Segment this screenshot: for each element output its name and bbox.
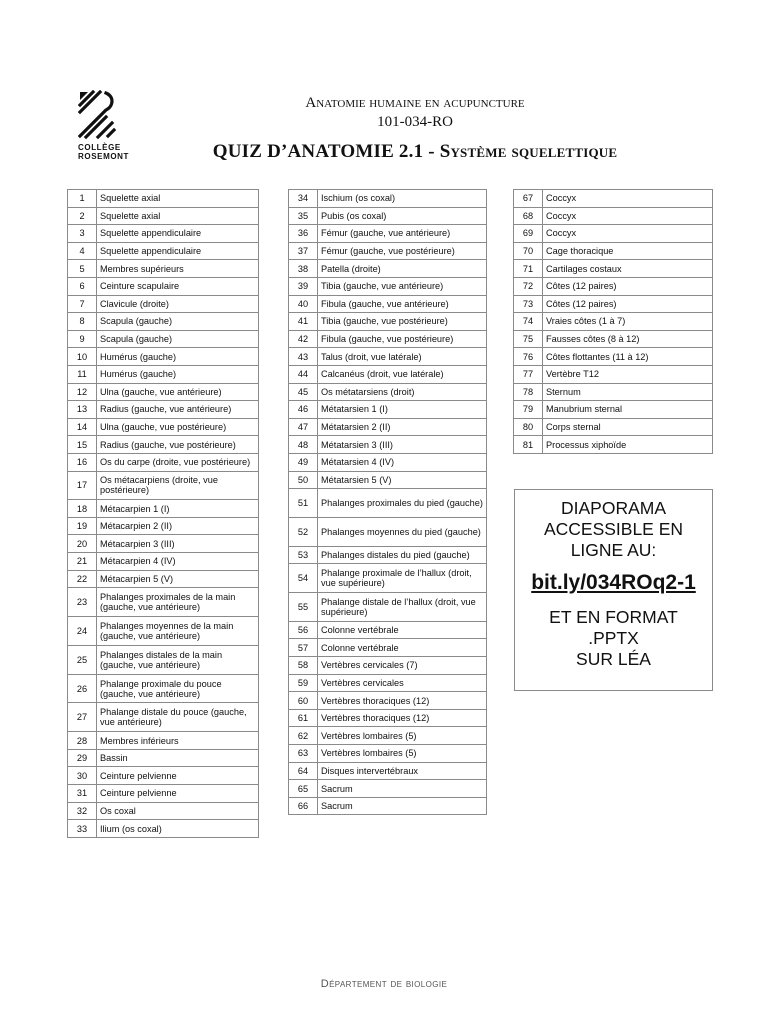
table-row (289, 546, 487, 564)
item-label: Vertèbres cervicales (318, 674, 487, 692)
item-label: Métatarsien 4 (IV) (318, 453, 487, 471)
item-number: 11 (68, 365, 97, 383)
document-header (130, 94, 700, 163)
item-label: Calcanéus (droit, vue latérale) (318, 365, 487, 383)
item-label: Coccyx (543, 225, 713, 243)
quiz-title: QUIZ D’ANATOMIE 2.1 - Système squelettique (212, 141, 618, 162)
table-row (68, 242, 259, 260)
table-row (289, 401, 487, 419)
item-number: 64 (289, 762, 318, 780)
table-row (289, 225, 487, 243)
table-row (289, 418, 487, 436)
item-label: Phalanges distales du pied (gauche) (318, 546, 487, 564)
item-label: Humérus (gauche) (97, 365, 259, 383)
table-row (68, 767, 259, 785)
table-row (68, 313, 259, 331)
item-number: 15 (68, 436, 97, 454)
item-number: 13 (68, 401, 97, 419)
item-label: Pubis (os coxal) (318, 207, 487, 225)
item-number: 41 (289, 313, 318, 331)
item-label: Phalanges distales de la main (gauche, vue antérieure) (97, 645, 259, 674)
item-number: 20 (68, 535, 97, 553)
table-row (289, 745, 487, 763)
item-number: 32 (68, 802, 97, 820)
item-label: Fibula (gauche, vue postérieure) (318, 330, 487, 348)
table-row (68, 207, 259, 225)
info-line-2: ACCESSIBLE EN (543, 519, 684, 539)
item-number: 17 (68, 471, 97, 500)
table-row (514, 401, 713, 419)
table-row (68, 588, 259, 617)
item-label: Radius (gauche, vue antérieure) (97, 401, 259, 419)
course-title: Anatomie humaine en acupuncture (305, 95, 525, 111)
table-row (289, 295, 487, 313)
item-label: Disques intervertébraux (318, 762, 487, 780)
item-number: 73 (514, 295, 543, 313)
item-label: Métacarpien 4 (IV) (97, 553, 259, 571)
item-number: 12 (68, 383, 97, 401)
item-number: 35 (289, 207, 318, 225)
item-label: Ulna (gauche, vue postérieure) (97, 418, 259, 436)
item-label: Côtes (12 paires) (543, 277, 713, 295)
item-number: 71 (514, 260, 543, 278)
table-row (289, 330, 487, 348)
item-label: Colonne vertébrale (318, 639, 487, 657)
table-row (514, 277, 713, 295)
table-row (289, 727, 487, 745)
info-line-3: LIGNE AU: (570, 540, 657, 560)
item-number: 4 (68, 242, 97, 260)
item-label: Phalange distale de l’hallux (droit, vue supérieure) (318, 593, 487, 622)
table-row (68, 535, 259, 553)
info-line-1: DIAPORAMA (560, 498, 667, 518)
item-number: 42 (289, 330, 318, 348)
table-row (514, 436, 713, 454)
table-row (68, 190, 259, 208)
item-label: Scapula (gauche) (97, 313, 259, 331)
item-number: 28 (68, 732, 97, 750)
item-number: 54 (289, 564, 318, 593)
item-number: 27 (68, 703, 97, 732)
item-label: Fausses côtes (8 à 12) (543, 330, 713, 348)
item-label: Phalange distale du pouce (gauche, vue antérieure) (97, 703, 259, 732)
item-label: Vertèbre T12 (543, 365, 713, 383)
item-number: 2 (68, 207, 97, 225)
item-number: 37 (289, 242, 318, 260)
table-row (289, 489, 487, 518)
item-number: 79 (514, 401, 543, 419)
table-row (289, 313, 487, 331)
item-label: Métatarsien 3 (III) (318, 436, 487, 454)
item-label: Métacarpien 1 (I) (97, 500, 259, 518)
table-row (68, 732, 259, 750)
table-row (514, 313, 713, 331)
table-row (289, 453, 487, 471)
table-row (68, 645, 259, 674)
table-row (289, 348, 487, 366)
college-logo (78, 90, 134, 161)
item-number: 10 (68, 348, 97, 366)
table-row (289, 657, 487, 675)
item-label: Ischium (os coxal) (318, 190, 487, 208)
item-number: 62 (289, 727, 318, 745)
item-label: Phalanges moyennes de la main (gauche, vue antérieure) (97, 617, 259, 646)
item-label: Ilium (os coxal) (97, 820, 259, 838)
item-label: Côtes (12 paires) (543, 295, 713, 313)
item-label: Phalanges moyennes du pied (gauche) (318, 517, 487, 546)
item-number: 57 (289, 639, 318, 657)
table-row (289, 709, 487, 727)
item-label: Vertèbres lombaires (5) (318, 727, 487, 745)
table-row (514, 330, 713, 348)
item-number: 49 (289, 453, 318, 471)
item-label: Os du carpe (droite, vue postérieure) (97, 453, 259, 471)
item-number: 66 (289, 797, 318, 815)
table-row (289, 593, 487, 622)
quiz-table-column-3 (513, 189, 713, 454)
item-number: 80 (514, 418, 543, 436)
table-row (68, 401, 259, 419)
item-number: 59 (289, 674, 318, 692)
table-row (289, 564, 487, 593)
table-row (68, 703, 259, 732)
table-row (289, 383, 487, 401)
table-row (289, 639, 487, 657)
item-number: 33 (68, 820, 97, 838)
item-number: 68 (514, 207, 543, 225)
info-line-6: SUR LÉA (576, 649, 651, 669)
table-row (289, 674, 487, 692)
item-number: 56 (289, 621, 318, 639)
item-label: Tibia (gauche, vue postérieure) (318, 313, 487, 331)
item-label: Membres supérieurs (97, 260, 259, 278)
item-number: 60 (289, 692, 318, 710)
item-label: Patella (droite) (318, 260, 487, 278)
table-row (289, 207, 487, 225)
table-row (68, 295, 259, 313)
item-number: 74 (514, 313, 543, 331)
item-number: 19 (68, 517, 97, 535)
table-row (514, 295, 713, 313)
item-label: Clavicule (droite) (97, 295, 259, 313)
table-row (289, 692, 487, 710)
item-label: Bassin (97, 749, 259, 767)
item-label: Ceinture pelvienne (97, 767, 259, 785)
table-row (514, 225, 713, 243)
item-label: Colonne vertébrale (318, 621, 487, 639)
item-number: 1 (68, 190, 97, 208)
item-number: 61 (289, 709, 318, 727)
item-label: Côtes flottantes (11 à 12) (543, 348, 713, 366)
table-row (68, 517, 259, 535)
item-label: Vertèbres thoraciques (12) (318, 692, 487, 710)
item-number: 47 (289, 418, 318, 436)
table-row (514, 348, 713, 366)
item-number: 22 (68, 570, 97, 588)
table-row (68, 365, 259, 383)
item-label: Squelette axial (97, 190, 259, 208)
item-number: 29 (68, 749, 97, 767)
item-number: 50 (289, 471, 318, 489)
quiz-table-column-1 (67, 189, 259, 838)
table-row (289, 762, 487, 780)
table-row (514, 260, 713, 278)
item-number: 48 (289, 436, 318, 454)
item-label: Fémur (gauche, vue antérieure) (318, 225, 487, 243)
item-number: 77 (514, 365, 543, 383)
item-label: Corps sternal (543, 418, 713, 436)
item-label: Manubrium sternal (543, 401, 713, 419)
table-row (68, 553, 259, 571)
table-row (68, 260, 259, 278)
item-label: Radius (gauche, vue postérieure) (97, 436, 259, 454)
item-number: 58 (289, 657, 318, 675)
college-r-logo-icon (78, 90, 116, 140)
table-row (68, 785, 259, 803)
table-row (68, 820, 259, 838)
item-number: 36 (289, 225, 318, 243)
item-label: Vertèbres thoraciques (12) (318, 709, 487, 727)
table-row (289, 277, 487, 295)
table-row (68, 500, 259, 518)
item-label: Métatarsien 1 (I) (318, 401, 487, 419)
item-number: 9 (68, 330, 97, 348)
item-label: Métatarsien 5 (V) (318, 471, 487, 489)
item-number: 52 (289, 517, 318, 546)
item-label: Vertèbres cervicales (7) (318, 657, 487, 675)
table-row (68, 471, 259, 500)
table-row (68, 277, 259, 295)
table-row (68, 617, 259, 646)
slideshow-info-box (514, 489, 713, 691)
course-code: 101-034-RO (377, 114, 453, 130)
item-number: 78 (514, 383, 543, 401)
item-number: 69 (514, 225, 543, 243)
table-row (289, 436, 487, 454)
item-label: Métacarpien 3 (III) (97, 535, 259, 553)
logo-line-2: ROSEMONT (78, 152, 130, 161)
table-row (289, 242, 487, 260)
item-label: Vertèbres lombaires (5) (318, 745, 487, 763)
item-label: Sternum (543, 383, 713, 401)
slideshow-link[interactable]: bit.ly/034ROq2-1 (531, 571, 696, 594)
table-row (289, 517, 487, 546)
item-number: 39 (289, 277, 318, 295)
table-row (289, 780, 487, 798)
item-number: 38 (289, 260, 318, 278)
item-label: Cartilages costaux (543, 260, 713, 278)
item-number: 53 (289, 546, 318, 564)
table-row (68, 330, 259, 348)
table-row (289, 365, 487, 383)
item-number: 30 (68, 767, 97, 785)
item-number: 25 (68, 645, 97, 674)
table-row (68, 570, 259, 588)
table-row (68, 453, 259, 471)
item-label: Phalange proximale du pouce (gauche, vue antérieure) (97, 674, 259, 703)
item-number: 51 (289, 489, 318, 518)
item-label: Cage thoracique (543, 242, 713, 260)
item-label: Coccyx (543, 207, 713, 225)
item-label: Métacarpien 5 (V) (97, 570, 259, 588)
item-number: 55 (289, 593, 318, 622)
table-row (289, 190, 487, 208)
item-label: Scapula (gauche) (97, 330, 259, 348)
item-label: Ceinture pelvienne (97, 785, 259, 803)
item-number: 44 (289, 365, 318, 383)
table-row (289, 797, 487, 815)
item-number: 3 (68, 225, 97, 243)
item-label: Métacarpien 2 (II) (97, 517, 259, 535)
item-label: Talus (droit, vue latérale) (318, 348, 487, 366)
table-row (514, 242, 713, 260)
item-number: 5 (68, 260, 97, 278)
item-label: Ceinture scapulaire (97, 277, 259, 295)
table-row (514, 383, 713, 401)
item-number: 21 (68, 553, 97, 571)
item-label: Vraies côtes (1 à 7) (543, 313, 713, 331)
table-row (68, 383, 259, 401)
item-label: Fémur (gauche, vue postérieure) (318, 242, 487, 260)
item-number: 34 (289, 190, 318, 208)
table-row (514, 418, 713, 436)
item-label: Processus xiphoïde (543, 436, 713, 454)
table-row (68, 802, 259, 820)
item-label: Os métacarpiens (droite, vue postérieure) (97, 471, 259, 500)
item-number: 31 (68, 785, 97, 803)
item-number: 40 (289, 295, 318, 313)
item-label: Phalanges proximales de la main (gauche, vue antérieure) (97, 588, 259, 617)
item-number: 76 (514, 348, 543, 366)
table-row (68, 436, 259, 454)
table-row (289, 621, 487, 639)
table-row (68, 674, 259, 703)
item-label: Phalange proximale de l’hallux (droit, vue supérieure) (318, 564, 487, 593)
table-row (289, 260, 487, 278)
table-row (514, 207, 713, 225)
item-label: Sacrum (318, 797, 487, 815)
item-number: 43 (289, 348, 318, 366)
table-row (68, 225, 259, 243)
item-number: 16 (68, 453, 97, 471)
item-number: 18 (68, 500, 97, 518)
table-row (68, 348, 259, 366)
item-label: Humérus (gauche) (97, 348, 259, 366)
table-row (68, 749, 259, 767)
table-row (514, 190, 713, 208)
item-number: 70 (514, 242, 543, 260)
item-number: 26 (68, 674, 97, 703)
item-number: 72 (514, 277, 543, 295)
item-label: Fibula (gauche, vue antérieure) (318, 295, 487, 313)
item-number: 7 (68, 295, 97, 313)
item-number: 81 (514, 436, 543, 454)
item-label: Tibia (gauche, vue antérieure) (318, 277, 487, 295)
item-number: 6 (68, 277, 97, 295)
item-number: 65 (289, 780, 318, 798)
item-number: 23 (68, 588, 97, 617)
item-number: 67 (514, 190, 543, 208)
item-number: 75 (514, 330, 543, 348)
item-label: Coccyx (543, 190, 713, 208)
item-label: Os coxal (97, 802, 259, 820)
item-label: Os métatarsiens (droit) (318, 383, 487, 401)
item-number: 46 (289, 401, 318, 419)
item-label: Phalanges proximales du pied (gauche) (318, 489, 487, 518)
item-number: 14 (68, 418, 97, 436)
page-footer: Département de biologie (320, 978, 448, 990)
item-number: 45 (289, 383, 318, 401)
logo-line-1: COLLÈGE (78, 143, 121, 152)
info-line-4: ET EN FORMAT (549, 607, 678, 627)
info-line-5: .PPTX (588, 628, 639, 648)
item-label: Membres inférieurs (97, 732, 259, 750)
item-label: Métatarsien 2 (II) (318, 418, 487, 436)
item-label: Squelette axial (97, 207, 259, 225)
item-number: 63 (289, 745, 318, 763)
table-row (289, 471, 487, 489)
table-row (68, 418, 259, 436)
item-number: 24 (68, 617, 97, 646)
quiz-table-column-2 (288, 189, 487, 815)
item-label: Squelette appendiculaire (97, 225, 259, 243)
item-number: 8 (68, 313, 97, 331)
item-label: Squelette appendiculaire (97, 242, 259, 260)
item-label: Sacrum (318, 780, 487, 798)
table-row (514, 365, 713, 383)
item-label: Ulna (gauche, vue antérieure) (97, 383, 259, 401)
